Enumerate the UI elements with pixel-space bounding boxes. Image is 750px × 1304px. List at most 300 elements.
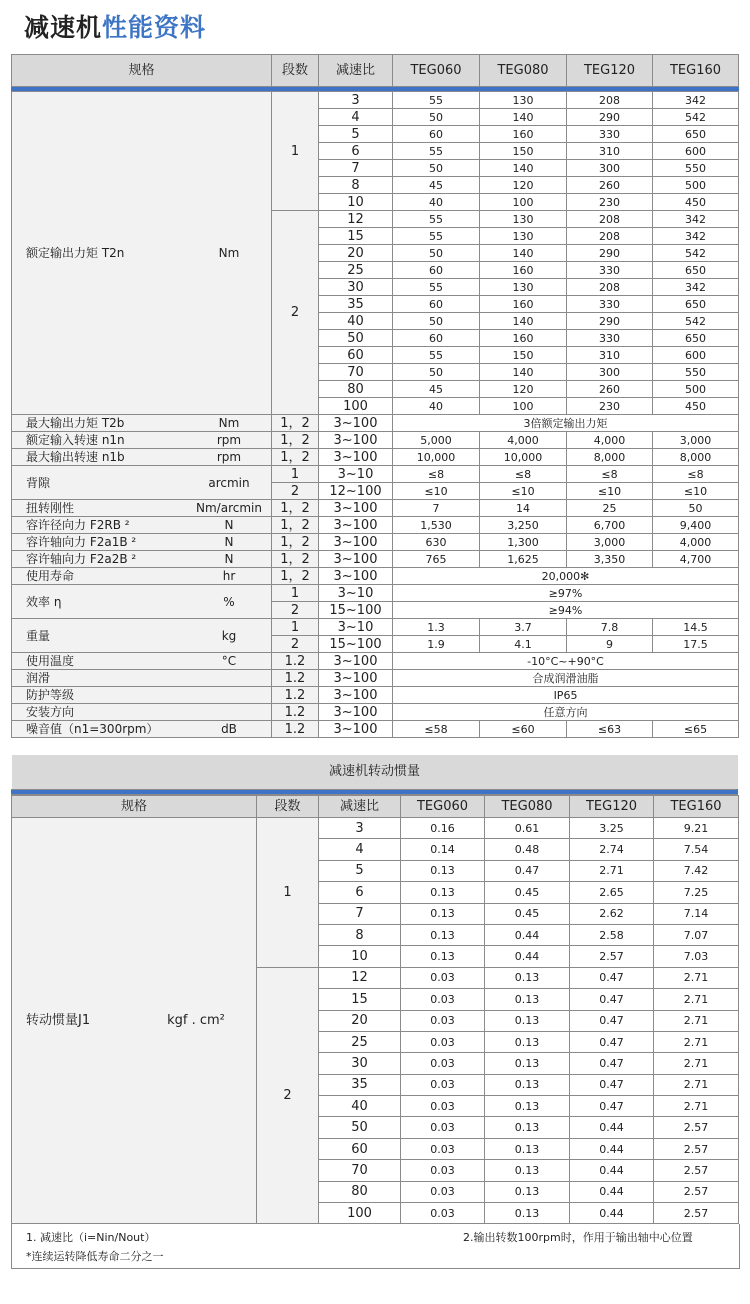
- value-cell: 1.3: [393, 619, 480, 636]
- value-cell: ≤8: [393, 466, 480, 483]
- value-cell: 542: [653, 245, 739, 262]
- table-row: [12, 568, 739, 585]
- value-cell: 208: [567, 92, 653, 109]
- value-cell: 500: [653, 381, 739, 398]
- value-cell: ≤58: [393, 721, 480, 738]
- stage-cell: 1.2: [272, 653, 319, 670]
- merged-value-cell: 任意方向: [393, 704, 739, 721]
- ratio-cell: 3~10: [319, 619, 393, 636]
- value-cell: 0.61: [485, 818, 570, 839]
- ratio-cell: 80: [319, 1181, 401, 1202]
- value-cell: ≤10: [393, 483, 480, 500]
- ratio-cell: 5: [319, 860, 401, 881]
- value-cell: 3,000: [567, 534, 653, 551]
- value-cell: 0.13: [401, 924, 485, 945]
- ratio-cell: 10: [319, 946, 401, 967]
- ratio-cell: 25: [319, 262, 393, 279]
- value-cell: 2.62: [570, 903, 654, 924]
- spec-label: 额定输入转速 n1n: [26, 433, 125, 447]
- value-cell: 100: [480, 194, 567, 211]
- value-cell: 140: [480, 160, 567, 177]
- page-title-part2: 性能资料: [102, 13, 207, 42]
- value-cell: 0.13: [485, 967, 570, 988]
- spec-label: 背隙: [26, 475, 51, 490]
- spec-label: 容许轴向力 F2a1B ²: [26, 535, 137, 549]
- value-cell: 130: [480, 211, 567, 228]
- ratio-cell: 3~100: [319, 432, 393, 449]
- torque-label-cell: [12, 92, 272, 415]
- ratio-cell: 12~100: [319, 483, 393, 500]
- stage-cell: 1: [257, 818, 319, 968]
- ratio-cell: 3~100: [319, 551, 393, 568]
- value-cell: 0.47: [570, 1031, 654, 1052]
- ratio-cell: 30: [319, 279, 393, 296]
- table-row: [12, 721, 739, 738]
- value-cell: 60: [393, 126, 480, 143]
- spec-label-cell: [12, 653, 272, 670]
- value-cell: 45: [393, 177, 480, 194]
- value-cell: 0.03: [401, 1203, 485, 1224]
- value-cell: 2.57: [654, 1138, 739, 1159]
- value-cell: 150: [480, 347, 567, 364]
- spec-unit: Nm: [218, 416, 240, 430]
- spec-label: 效率 η: [26, 594, 62, 609]
- value-cell: 2.57: [654, 1181, 739, 1202]
- value-cell: 14.5: [653, 619, 739, 636]
- value-cell: 0.14: [401, 839, 485, 860]
- value-cell: 0.16: [401, 818, 485, 839]
- spec-label: 最大输出力矩 T2b: [26, 416, 125, 430]
- stage-cell: 1，2: [272, 568, 319, 585]
- ratio-cell: 7: [319, 160, 393, 177]
- spec-label: 容许轴向力 F2a2B ²: [26, 552, 137, 566]
- value-cell: 0.44: [485, 924, 570, 945]
- spec-label: 噪音值（n1=300rpm）: [26, 722, 159, 736]
- ratio-cell: 3~100: [319, 415, 393, 432]
- page-title: [24, 8, 206, 44]
- table-row: [12, 432, 739, 449]
- ratio-cell: 100: [319, 1203, 401, 1224]
- value-cell: 3.25: [570, 818, 654, 839]
- header-stage: 段数: [272, 55, 319, 87]
- value-cell: 330: [567, 330, 653, 347]
- ratio-cell: 4: [319, 109, 393, 126]
- value-cell: 130: [480, 279, 567, 296]
- value-cell: 50: [393, 245, 480, 262]
- value-cell: ≤60: [480, 721, 567, 738]
- value-cell: 4,000: [480, 432, 567, 449]
- ratio-cell: 3~10: [319, 585, 393, 602]
- value-cell: 2.71: [570, 860, 654, 881]
- ratio-cell: 3~100: [319, 449, 393, 466]
- value-cell: 0.47: [570, 1096, 654, 1117]
- stage-cell: 1: [272, 92, 319, 211]
- value-cell: 0.03: [401, 1074, 485, 1095]
- spec-label-cell: [12, 687, 272, 704]
- spec-label-cell: [12, 670, 272, 687]
- spec-label-cell: [12, 466, 272, 500]
- value-cell: 330: [567, 262, 653, 279]
- spec-unit: Nm/arcmin: [196, 501, 262, 515]
- spec-unit: arcmin: [208, 475, 250, 490]
- value-cell: 310: [567, 347, 653, 364]
- value-cell: 0.13: [485, 1117, 570, 1138]
- value-cell: 208: [567, 228, 653, 245]
- value-cell: 650: [653, 126, 739, 143]
- stage-cell: 1.2: [272, 687, 319, 704]
- header-ratio: 减速比: [319, 55, 393, 87]
- merged-value-cell: 3倍额定输出力矩: [393, 415, 739, 432]
- value-cell: 630: [393, 534, 480, 551]
- value-cell: 0.13: [485, 1181, 570, 1202]
- header-spec: 规格: [12, 55, 272, 87]
- spec-label-cell: [12, 449, 272, 466]
- spec-label: 润滑: [26, 671, 51, 685]
- spec-label-cell: [12, 619, 272, 653]
- stage-cell: 1: [272, 585, 319, 602]
- value-cell: 542: [653, 109, 739, 126]
- value-cell: 208: [567, 279, 653, 296]
- value-cell: 0.47: [485, 860, 570, 881]
- ratio-cell: 70: [319, 1160, 401, 1181]
- table-row: [12, 653, 739, 670]
- spec-label: 防护等级: [26, 688, 75, 702]
- ratio-cell: 40: [319, 1096, 401, 1117]
- value-cell: 330: [567, 296, 653, 313]
- header-spec: 规格: [12, 796, 257, 818]
- ratio-cell: 3~100: [319, 517, 393, 534]
- ratio-cell: 15~100: [319, 636, 393, 653]
- value-cell: 50: [393, 313, 480, 330]
- value-cell: 450: [653, 398, 739, 415]
- value-cell: 0.13: [401, 946, 485, 967]
- value-cell: 2.71: [654, 1010, 739, 1031]
- inertia-section-header: [11, 755, 738, 795]
- value-cell: 1,625: [480, 551, 567, 568]
- spec-unit: °C: [221, 654, 237, 668]
- ratio-cell: 25: [319, 1031, 401, 1052]
- value-cell: 0.44: [570, 1203, 654, 1224]
- stage-cell: 1: [272, 466, 319, 483]
- ratio-cell: 15~100: [319, 602, 393, 619]
- table-row: [12, 466, 739, 483]
- value-cell: 0.03: [401, 1031, 485, 1052]
- value-cell: 2.65: [570, 882, 654, 903]
- value-cell: 0.03: [401, 1181, 485, 1202]
- ratio-cell: 5: [319, 126, 393, 143]
- value-cell: 1,530: [393, 517, 480, 534]
- spec-unit: N: [224, 552, 234, 566]
- spec-label: 额定输出力矩 T2n: [26, 246, 125, 260]
- value-cell: 5,000: [393, 432, 480, 449]
- value-cell: 160: [480, 126, 567, 143]
- value-cell: ≤10: [567, 483, 653, 500]
- spec-label-cell: [12, 721, 272, 738]
- ratio-cell: 3~100: [319, 653, 393, 670]
- ratio-cell: 3: [319, 92, 393, 109]
- spec-label-cell: [12, 517, 272, 534]
- spec-label-cell: [12, 432, 272, 449]
- value-cell: 3,350: [567, 551, 653, 568]
- table-row: [12, 500, 739, 517]
- value-cell: 2.71: [654, 989, 739, 1010]
- value-cell: 0.13: [485, 1031, 570, 1052]
- spec-label: 最大输出转速 n1b: [26, 450, 125, 464]
- merged-value-cell: ≥97%: [393, 585, 739, 602]
- value-cell: 2.57: [570, 946, 654, 967]
- value-cell: 600: [653, 347, 739, 364]
- value-cell: 50: [393, 364, 480, 381]
- note-3: *连续运转降低寿命二分之一: [26, 1250, 164, 1263]
- value-cell: 3,000: [653, 432, 739, 449]
- value-cell: 650: [653, 330, 739, 347]
- value-cell: 1.9: [393, 636, 480, 653]
- spec-label-cell: [12, 585, 272, 619]
- value-cell: 0.13: [485, 1053, 570, 1074]
- value-cell: 500: [653, 177, 739, 194]
- value-cell: 8,000: [567, 449, 653, 466]
- value-cell: 550: [653, 364, 739, 381]
- value-cell: 310: [567, 143, 653, 160]
- ratio-cell: 80: [319, 381, 393, 398]
- value-cell: 55: [393, 347, 480, 364]
- value-cell: 45: [393, 381, 480, 398]
- value-cell: 50: [393, 109, 480, 126]
- stage-cell: 2: [272, 602, 319, 619]
- spec-label-cell: [12, 415, 272, 432]
- value-cell: 50: [393, 160, 480, 177]
- ratio-cell: 4: [319, 839, 401, 860]
- value-cell: 10,000: [480, 449, 567, 466]
- stage-cell: 1.2: [272, 721, 319, 738]
- header-model: TEG060: [393, 55, 480, 87]
- value-cell: 0.03: [401, 1010, 485, 1031]
- value-cell: 4,000: [653, 534, 739, 551]
- header-stage: 段数: [257, 796, 319, 818]
- ratio-cell: 10: [319, 194, 393, 211]
- stage-cell: 1，2: [272, 432, 319, 449]
- value-cell: 0.13: [485, 989, 570, 1010]
- ratio-cell: 7: [319, 903, 401, 924]
- value-cell: 2.71: [654, 1074, 739, 1095]
- ratio-cell: 3~10: [319, 466, 393, 483]
- spec-label-cell: [12, 551, 272, 568]
- spec-label: 安装方向: [26, 705, 75, 719]
- value-cell: 160: [480, 262, 567, 279]
- value-cell: 330: [567, 126, 653, 143]
- value-cell: ≤63: [567, 721, 653, 738]
- merged-value-cell: 合成润滑油脂: [393, 670, 739, 687]
- value-cell: 2.57: [654, 1160, 739, 1181]
- value-cell: 0.13: [485, 1160, 570, 1181]
- ratio-cell: 3~100: [319, 704, 393, 721]
- stage-cell: 2: [272, 211, 319, 415]
- header-model: TEG080: [485, 796, 570, 818]
- value-cell: 2.57: [654, 1117, 739, 1138]
- ratio-cell: 3~100: [319, 687, 393, 704]
- value-cell: ≤65: [653, 721, 739, 738]
- value-cell: 0.47: [570, 989, 654, 1010]
- value-cell: 0.03: [401, 1117, 485, 1138]
- value-cell: 0.03: [401, 1053, 485, 1074]
- value-cell: 14: [480, 500, 567, 517]
- value-cell: 9,400: [653, 517, 739, 534]
- value-cell: 290: [567, 109, 653, 126]
- spec-label: 使用温度: [26, 654, 75, 668]
- table-row: [12, 415, 739, 432]
- value-cell: 0.03: [401, 1160, 485, 1181]
- ratio-cell: 12: [319, 211, 393, 228]
- value-cell: 300: [567, 364, 653, 381]
- inertia-label-cell: [12, 818, 257, 1224]
- value-cell: 2.58: [570, 924, 654, 945]
- value-cell: 230: [567, 194, 653, 211]
- ratio-cell: 50: [319, 330, 393, 347]
- value-cell: 7.8: [567, 619, 653, 636]
- table-row: [12, 551, 739, 568]
- spec-unit: Nm: [218, 246, 240, 260]
- value-cell: 7.25: [654, 882, 739, 903]
- header-model: TEG160: [654, 796, 739, 818]
- inertia-section-title: 减速机转动惯量: [12, 755, 738, 789]
- value-cell: 300: [567, 160, 653, 177]
- value-cell: 0.03: [401, 989, 485, 1010]
- ratio-cell: 3~100: [319, 534, 393, 551]
- stage-cell: 1，2: [272, 534, 319, 551]
- merged-value-cell: ≥94%: [393, 602, 739, 619]
- ratio-cell: 60: [319, 347, 393, 364]
- stage-cell: 1，2: [272, 449, 319, 466]
- ratio-cell: 50: [319, 1117, 401, 1138]
- value-cell: 0.48: [485, 839, 570, 860]
- ratio-cell: 30: [319, 1053, 401, 1074]
- header-model: TEG080: [480, 55, 567, 87]
- ratio-cell: 100: [319, 398, 393, 415]
- value-cell: 160: [480, 330, 567, 347]
- value-cell: 120: [480, 177, 567, 194]
- value-cell: 17.5: [653, 636, 739, 653]
- value-cell: 60: [393, 296, 480, 313]
- table-row: [12, 670, 739, 687]
- value-cell: 2.71: [654, 1031, 739, 1052]
- note-1: 1. 减速比（i=Nin/Nout）: [26, 1231, 156, 1244]
- value-cell: 2.71: [654, 1096, 739, 1117]
- value-cell: 342: [653, 211, 739, 228]
- value-cell: 60: [393, 330, 480, 347]
- ratio-cell: 3~100: [319, 500, 393, 517]
- value-cell: 55: [393, 211, 480, 228]
- value-cell: 140: [480, 313, 567, 330]
- value-cell: 4,000: [567, 432, 653, 449]
- ratio-cell: 8: [319, 924, 401, 945]
- performance-header-row: [12, 55, 739, 87]
- value-cell: 450: [653, 194, 739, 211]
- value-cell: 0.44: [570, 1181, 654, 1202]
- value-cell: 140: [480, 364, 567, 381]
- value-cell: 0.45: [485, 882, 570, 903]
- header-model: TEG120: [567, 55, 653, 87]
- value-cell: 130: [480, 228, 567, 245]
- inertia-header-row: [12, 796, 739, 818]
- inertia-table: [11, 795, 739, 1224]
- spec-unit: rpm: [216, 450, 242, 464]
- value-cell: 550: [653, 160, 739, 177]
- value-cell: 8,000: [653, 449, 739, 466]
- value-cell: 7.14: [654, 903, 739, 924]
- value-cell: 1,300: [480, 534, 567, 551]
- value-cell: ≤8: [653, 466, 739, 483]
- value-cell: 9.21: [654, 818, 739, 839]
- ratio-cell: 60: [319, 1138, 401, 1159]
- value-cell: 0.03: [401, 967, 485, 988]
- value-cell: 0.47: [570, 967, 654, 988]
- ratio-cell: 6: [319, 882, 401, 903]
- value-cell: 342: [653, 228, 739, 245]
- stage-cell: 2: [257, 967, 319, 1224]
- value-cell: 0.13: [401, 882, 485, 903]
- value-cell: 140: [480, 245, 567, 262]
- value-cell: 600: [653, 143, 739, 160]
- header-ratio: 减速比: [319, 796, 401, 818]
- stage-cell: 1，2: [272, 500, 319, 517]
- stage-cell: 2: [272, 483, 319, 500]
- value-cell: 0.44: [570, 1117, 654, 1138]
- value-cell: 7.07: [654, 924, 739, 945]
- value-cell: 765: [393, 551, 480, 568]
- table-row: [12, 534, 739, 551]
- value-cell: 2.57: [654, 1203, 739, 1224]
- value-cell: 3.7: [480, 619, 567, 636]
- value-cell: 55: [393, 92, 480, 109]
- value-cell: 342: [653, 92, 739, 109]
- spec-unit: N: [224, 535, 234, 549]
- value-cell: 40: [393, 398, 480, 415]
- value-cell: 50: [653, 500, 739, 517]
- value-cell: 342: [653, 279, 739, 296]
- value-cell: 0.13: [485, 1203, 570, 1224]
- header-model: TEG120: [570, 796, 654, 818]
- spec-unit: kgf . cm²: [167, 1013, 225, 1029]
- value-cell: 7.54: [654, 839, 739, 860]
- table-row: [12, 687, 739, 704]
- table-row: [12, 449, 739, 466]
- value-cell: 0.03: [401, 1096, 485, 1117]
- value-cell: 208: [567, 211, 653, 228]
- value-cell: 140: [480, 109, 567, 126]
- ratio-cell: 70: [319, 364, 393, 381]
- value-cell: 260: [567, 177, 653, 194]
- value-cell: 0.44: [570, 1138, 654, 1159]
- value-cell: 0.47: [570, 1010, 654, 1031]
- spec-unit: rpm: [216, 433, 242, 447]
- table-row: [12, 619, 739, 636]
- note-2: 2.输出转数100rpm时，作用于输出轴中心位置: [463, 1231, 693, 1244]
- value-cell: ≤10: [653, 483, 739, 500]
- table-row: [12, 704, 739, 721]
- value-cell: 60: [393, 262, 480, 279]
- value-cell: 7: [393, 500, 480, 517]
- merged-value-cell: IP65: [393, 687, 739, 704]
- value-cell: 100: [480, 398, 567, 415]
- value-cell: ≤8: [567, 466, 653, 483]
- spec-label: 容许径向力 F2RB ²: [26, 518, 130, 532]
- ratio-cell: 35: [319, 1074, 401, 1095]
- header-model: TEG060: [401, 796, 485, 818]
- table-row: [12, 92, 739, 109]
- stage-cell: 1，2: [272, 415, 319, 432]
- spec-label: 使用寿命: [26, 569, 75, 583]
- value-cell: 0.13: [485, 1138, 570, 1159]
